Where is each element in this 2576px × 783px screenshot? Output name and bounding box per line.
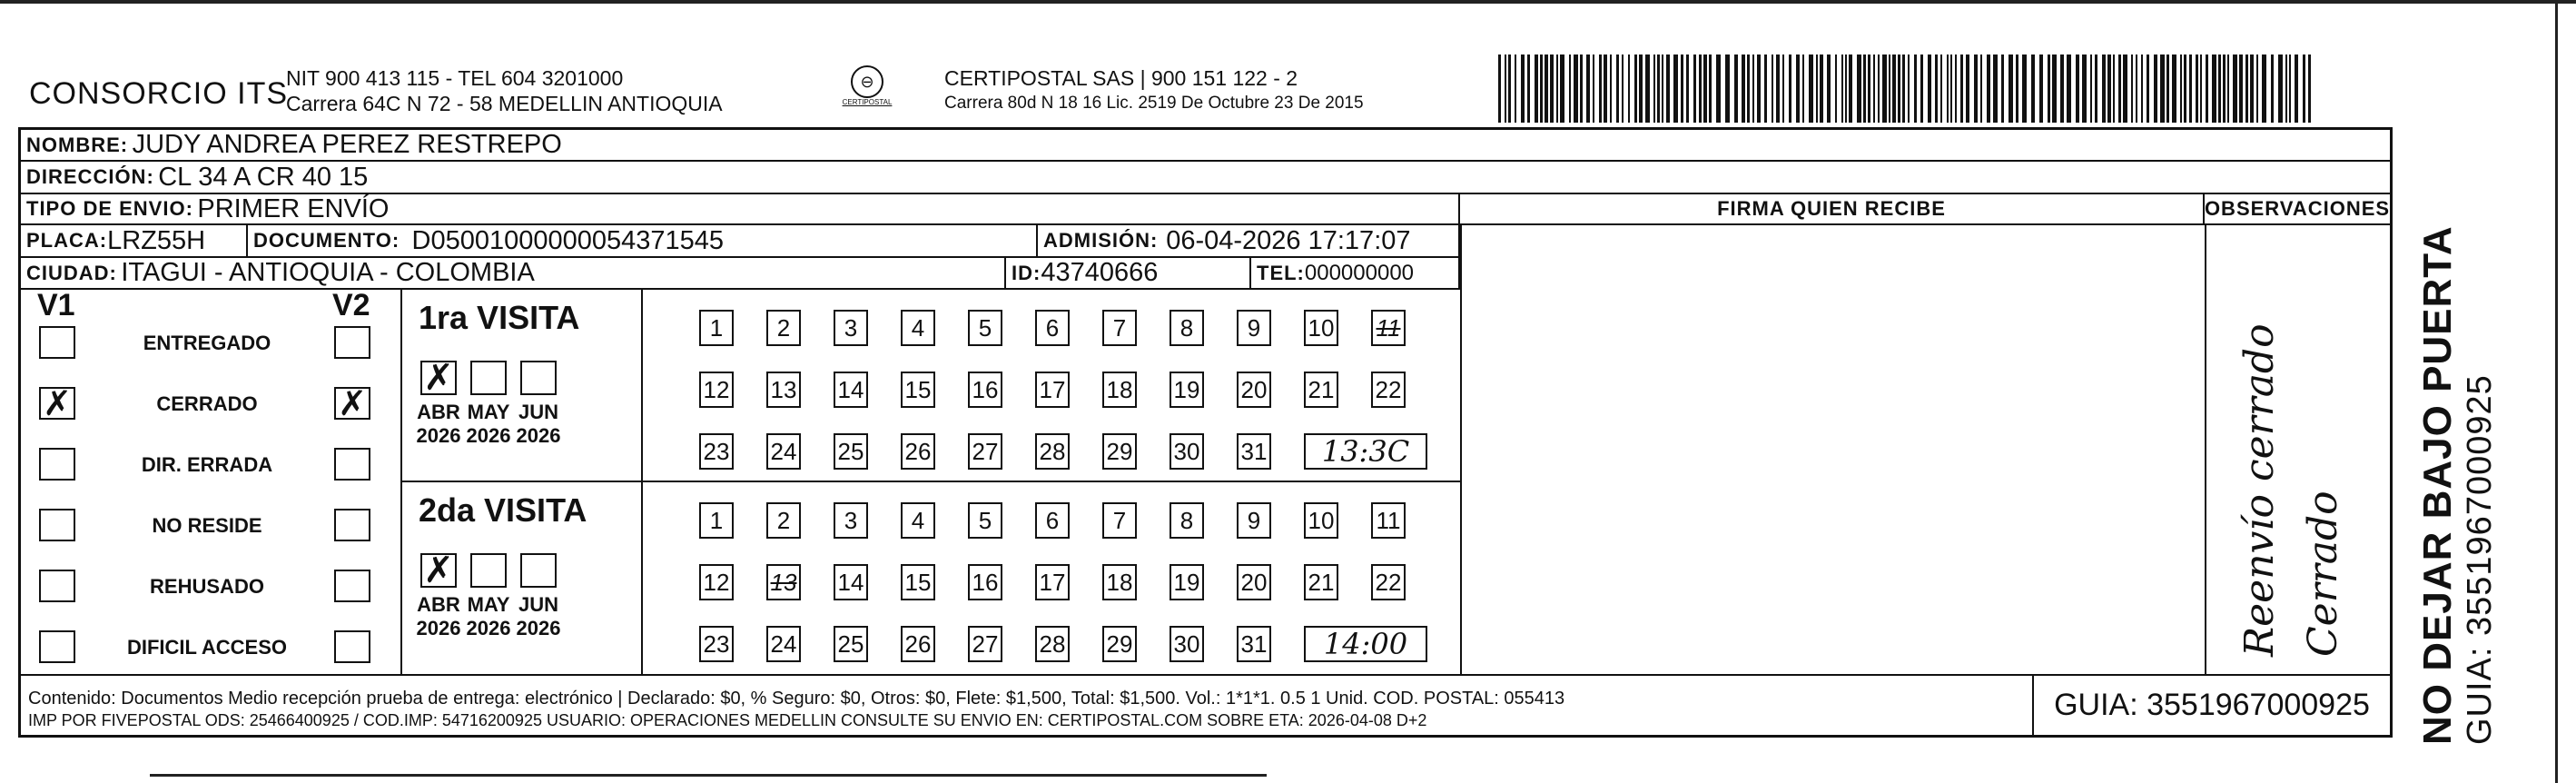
v1-checkbox[interactable]	[39, 509, 75, 541]
ciudad-value: ITAGUI - ANTIOQUIA - COLOMBIA	[121, 258, 535, 287]
day-box[interactable]: 2	[766, 502, 801, 539]
firma-header: FIRMA QUIEN RECIBE	[1460, 194, 2205, 225]
v2-checkbox[interactable]	[334, 509, 370, 541]
footer-guia: GUIA: 3551967000925	[2032, 676, 2390, 735]
v1-checkbox[interactable]	[39, 630, 75, 663]
month-name: JUN	[518, 401, 558, 423]
status-label: DIR. ERRADA	[141, 453, 273, 476]
v1-checkbox[interactable]: ✗	[39, 387, 75, 420]
tipo-label: TIPO DE ENVIO:	[26, 197, 193, 220]
admision-label: ADMISIÓN:	[1043, 229, 1159, 252]
status-label: CERRADO	[156, 392, 258, 415]
day-box[interactable]: 27	[968, 433, 1002, 470]
day-box[interactable]: 15	[901, 372, 935, 408]
visit1-title: 1ra VISITA	[419, 299, 580, 336]
day-box[interactable]: 6	[1035, 310, 1070, 346]
month-label	[461, 401, 516, 448]
nombre-cell	[21, 130, 562, 160]
v2-checkbox[interactable]	[334, 630, 370, 663]
certipostal-logo	[840, 65, 894, 120]
status-label: NO RESIDE	[152, 514, 262, 537]
day-box[interactable]: 9	[1237, 502, 1271, 539]
month-year: 2026	[416, 424, 461, 447]
day-box[interactable]: 7	[1102, 310, 1137, 346]
visit1-days-section	[643, 290, 1460, 482]
visit2-title: 2da VISITA	[419, 491, 587, 529]
day-box[interactable]: 6	[1035, 502, 1070, 539]
placa-row	[21, 225, 1460, 258]
month-year: 2026	[416, 617, 461, 639]
day-box[interactable]: 30	[1170, 433, 1204, 470]
month-name: JUN	[518, 593, 558, 616]
nombre-label: NOMBRE:	[26, 133, 129, 156]
side-notice	[2415, 225, 2500, 745]
id-value: 43740666	[1041, 258, 1159, 287]
month-checkbox[interactable]: ✗	[420, 361, 457, 395]
admision-cell	[1038, 225, 1460, 256]
month-name: ABR	[417, 593, 460, 616]
day-box[interactable]: 4	[901, 310, 935, 346]
documento-value: D05001000000054371545	[411, 225, 725, 255]
tipo-value: PRIMER ENVÍO	[197, 193, 390, 223]
month-checkbox[interactable]	[520, 553, 557, 588]
day-box[interactable]: 7	[1102, 502, 1137, 539]
v2-checkbox[interactable]	[334, 448, 370, 481]
id-cell	[1006, 258, 1251, 288]
day-box[interactable]: 3	[834, 310, 868, 346]
day-box[interactable]: 18	[1102, 564, 1137, 600]
page-top-edge	[0, 0, 2576, 4]
day-box[interactable]: 8	[1170, 310, 1204, 346]
tipo-cell	[21, 194, 389, 223]
placa-cell	[21, 225, 248, 256]
day-box[interactable]: 12	[699, 564, 734, 600]
day-box[interactable]: 23	[699, 433, 734, 470]
month-checkbox[interactable]	[470, 361, 507, 395]
documento-label: DOCUMENTO:	[253, 229, 400, 252]
month-label	[461, 593, 516, 640]
v2-checkbox[interactable]	[334, 570, 370, 602]
visit-time[interactable]: 13:3C	[1304, 433, 1427, 470]
day-box[interactable]: 24	[766, 433, 801, 470]
footer-details	[28, 688, 1564, 731]
day-box[interactable]: 26	[901, 626, 935, 662]
day-box[interactable]: 8	[1170, 502, 1204, 539]
ciudad-label: CIUDAD:	[26, 261, 117, 284]
day-box[interactable]: 17	[1035, 564, 1070, 600]
day-box[interactable]: 26	[901, 433, 935, 470]
day-box[interactable]: 13	[766, 372, 801, 408]
tipo-row	[21, 194, 1460, 225]
day-box[interactable]: 5	[968, 502, 1002, 539]
day-box[interactable]: 21	[1304, 372, 1338, 408]
nombre-value: JUDY ANDREA PEREZ RESTREPO	[132, 130, 562, 159]
direccion-label: DIRECCIÓN:	[26, 165, 154, 188]
day-box[interactable]: 28	[1035, 626, 1070, 662]
month-name: ABR	[417, 401, 460, 423]
day-box[interactable]: 29	[1102, 626, 1137, 662]
day-box[interactable]: 30	[1170, 626, 1204, 662]
tel-cell	[1251, 258, 1460, 288]
month-checkbox[interactable]	[520, 361, 557, 395]
page-right-edge	[2555, 0, 2558, 783]
day-box[interactable]: 1	[699, 310, 734, 346]
day-box[interactable]: 12	[699, 372, 734, 408]
day-box[interactable]: 4	[901, 502, 935, 539]
day-box[interactable]: 14	[834, 564, 868, 600]
day-box[interactable]: 28	[1035, 433, 1070, 470]
day-box[interactable]: 10	[1304, 310, 1338, 346]
day-box[interactable]: 16	[968, 564, 1002, 600]
observaciones-note-1: Reenvío cerrado	[2236, 323, 2283, 657]
firma-area[interactable]	[1462, 226, 2205, 673]
month-year: 2026	[516, 424, 561, 447]
certipostal-line: CERTIPOSTAL SAS | 900 151 122 - 2	[944, 66, 1298, 90]
day-box[interactable]: 25	[834, 433, 868, 470]
footer-line-2: IMP POR FIVEPOSTAL ODS: 25466400925 / COD.IMP: 54716200925 USUARIO: OPERACIONES MEDELLIN CONSULTE SU ENVIO EN: CERTIPOSTAL.COM SOBRE ETA: 2026-04-08 D+2	[28, 711, 1427, 729]
day-box[interactable]: 18	[1102, 372, 1137, 408]
day-box[interactable]: 11	[1371, 502, 1406, 539]
direccion-cell	[21, 162, 368, 193]
id-label: ID:	[1012, 261, 1041, 284]
day-box[interactable]: 20	[1237, 564, 1271, 600]
brand-name: CONSORCIO ITS	[29, 76, 289, 111]
firma-right-border	[2205, 225, 2206, 674]
v1-header: V1	[37, 288, 75, 322]
status-section	[21, 290, 402, 674]
day-box[interactable]: 3	[834, 502, 868, 539]
logo-text: CERTIPOSTAL	[842, 98, 893, 106]
side-guia: GUIA: 3551967000925	[2461, 374, 2499, 745]
v1-checkbox[interactable]	[39, 326, 75, 359]
day-box[interactable]: 9	[1237, 310, 1271, 346]
visit-time[interactable]: 14:00	[1304, 626, 1427, 662]
day-box[interactable]: 14	[834, 372, 868, 408]
admision-value: 06-04-2026 17:17:07	[1166, 225, 1411, 255]
day-box[interactable]: 19	[1170, 372, 1204, 408]
day-box[interactable]: 10	[1304, 502, 1338, 539]
status-label: ENTREGADO	[143, 332, 271, 354]
observaciones-header: OBSERVACIONES	[2205, 194, 2390, 225]
month-name: MAY	[467, 401, 510, 423]
visit1-month-section	[402, 290, 643, 482]
day-box[interactable]: 11	[1371, 310, 1406, 346]
day-box[interactable]: 2	[766, 310, 801, 346]
day-box[interactable]: 17	[1035, 372, 1070, 408]
ciudad-row	[21, 258, 1460, 290]
visit2-days-section	[643, 482, 1460, 674]
day-box[interactable]: 21	[1304, 564, 1338, 600]
day-box[interactable]: 15	[901, 564, 935, 600]
month-checkbox[interactable]	[470, 553, 507, 588]
day-box[interactable]: 23	[699, 626, 734, 662]
license-line: Carrera 80d N 18 16 Lic. 2519 De Octubre 23 De 2015	[944, 94, 1364, 113]
day-box[interactable]: 16	[968, 372, 1002, 408]
day-box[interactable]: 20	[1237, 372, 1271, 408]
direccion-row	[21, 162, 2390, 194]
day-box[interactable]: 13	[766, 564, 801, 600]
ciudad-cell	[21, 258, 1006, 288]
shipping-form	[18, 127, 2393, 738]
month-label	[511, 593, 566, 640]
address-line: Carrera 64C N 72 - 58 MEDELLIN ANTIOQUIA	[286, 92, 723, 115]
day-box[interactable]: 24	[766, 626, 801, 662]
day-box[interactable]: 1	[699, 502, 734, 539]
footer-line-1: Contenido: Documentos Medio recepción prueba de entrega: electrónico | Declarado: $0, % Seguro: $0, Otros: $0, Flete: $1,500, Total: $1,500. Vol.: 1*1*1. 0.5 1 Unid. COD. POSTAL: 055413	[28, 689, 1565, 709]
day-box[interactable]: 5	[968, 310, 1002, 346]
direccion-value: CL 34 A CR 40 15	[158, 162, 369, 192]
tel-label: TEL:	[1257, 261, 1305, 284]
tel-value: 000000000	[1304, 260, 1415, 285]
month-label	[411, 593, 466, 640]
month-year: 2026	[516, 617, 561, 639]
day-box[interactable]: 31	[1237, 433, 1271, 470]
month-label	[511, 401, 566, 448]
day-box[interactable]: 22	[1371, 564, 1406, 600]
bottom-cut-line	[150, 774, 1267, 777]
nit-line: NIT 900 413 115 - TEL 604 3201000	[286, 66, 624, 90]
day-box[interactable]: 29	[1102, 433, 1137, 470]
v1-checkbox[interactable]	[39, 448, 75, 481]
month-year: 2026	[466, 424, 511, 447]
documento-cell	[248, 225, 1038, 256]
nit-info	[286, 65, 723, 116]
header	[18, 45, 2370, 127]
v2-checkbox[interactable]	[334, 326, 370, 359]
v2-checkbox[interactable]: ✗	[334, 387, 370, 420]
v1-checkbox[interactable]	[39, 570, 75, 602]
no-dejar-bajo-puerta: NO DEJAR BAJO PUERTA	[2415, 225, 2460, 745]
placa-value: LRZ55H	[107, 225, 206, 255]
nombre-row	[21, 130, 2390, 162]
barcode-icon	[1498, 55, 2315, 123]
logo-mark-icon: ⊖	[851, 65, 883, 98]
day-box[interactable]: 31	[1237, 626, 1271, 662]
day-box[interactable]: 22	[1371, 372, 1406, 408]
month-label	[411, 401, 466, 448]
day-box[interactable]: 19	[1170, 564, 1204, 600]
month-name: MAY	[467, 593, 510, 616]
observaciones-note-2: Cerrado	[2300, 491, 2346, 657]
month-year: 2026	[466, 617, 511, 639]
status-label: DIFICIL ACCESO	[126, 636, 287, 659]
visit2-month-section	[402, 482, 643, 674]
certipostal-info	[944, 65, 1364, 116]
day-box[interactable]: 25	[834, 626, 868, 662]
v2-header: V2	[332, 288, 370, 322]
day-box[interactable]: 27	[968, 626, 1002, 662]
status-label: REHUSADO	[150, 575, 264, 598]
month-checkbox[interactable]: ✗	[420, 553, 457, 588]
placa-label: PLACA:	[26, 229, 108, 252]
